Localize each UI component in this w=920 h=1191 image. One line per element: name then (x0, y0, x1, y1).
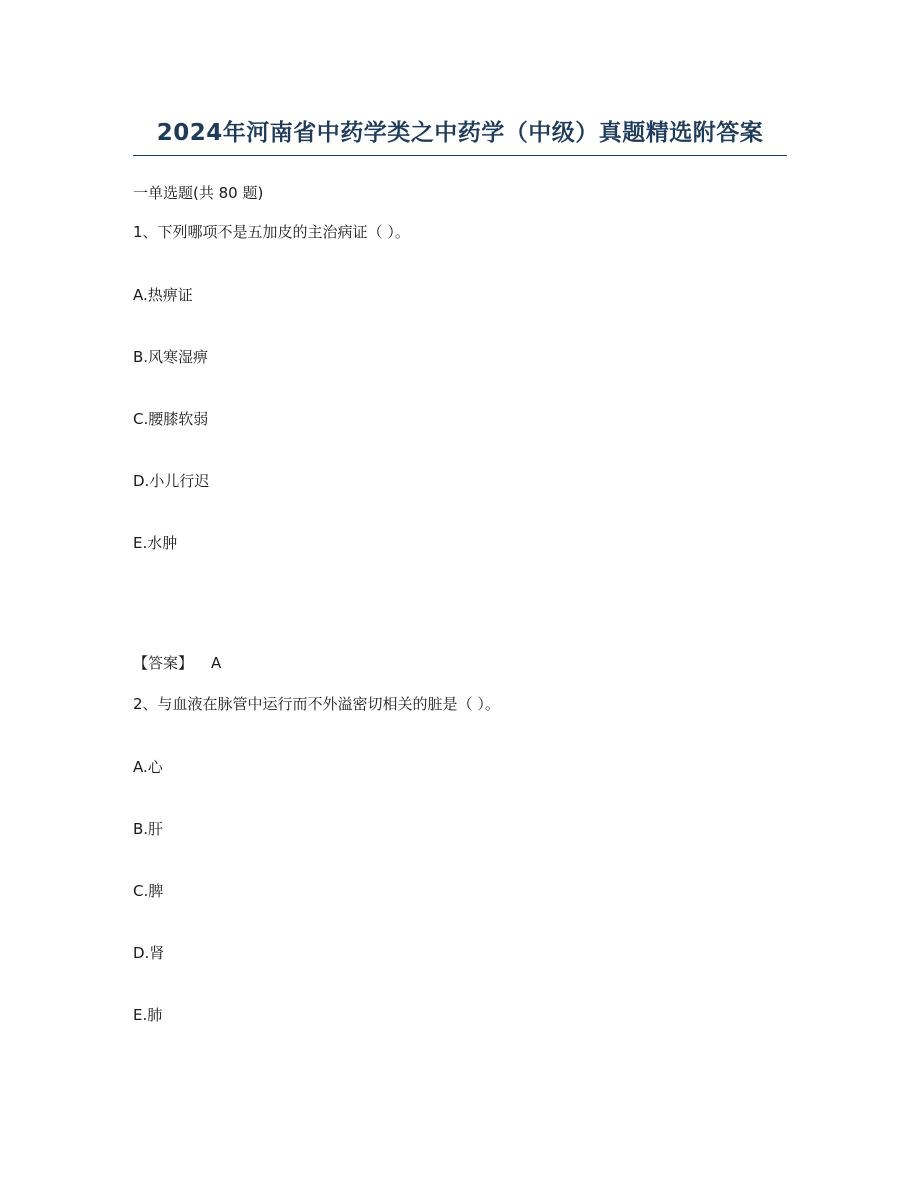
title-divider (133, 155, 787, 156)
question-1-stem: 1、下列哪项不是五加皮的主治病证（ ）。 (133, 223, 410, 241)
section-heading: 一单选题(共 80 题) (133, 184, 264, 202)
question-2-stem: 2、与血液在脉管中运行而不外溢密切相关的脏是（ ）。 (133, 695, 500, 713)
question-1-option-e: E.水肿 (133, 534, 178, 552)
question-1-option-c: C.腰膝软弱 (133, 410, 209, 428)
question-2-option-b: B.肝 (133, 820, 164, 838)
question-1-option-a: A.热痹证 (133, 286, 193, 304)
document-title: 2024年河南省中药学类之中药学（中级）真题精选附答案 (156, 120, 764, 146)
answer-value: A (211, 654, 222, 672)
question-2-option-a: A.心 (133, 758, 163, 776)
answer-label: 【答案】 (133, 654, 194, 672)
question-2-option-c: C.脾 (133, 882, 164, 900)
question-1-option-d: D.小儿行迟 (133, 472, 210, 490)
question-2-option-e: E.肺 (133, 1006, 163, 1024)
question-2-option-d: D.肾 (133, 944, 165, 962)
question-1-answer (133, 652, 221, 673)
question-1-option-b: B.风寒湿痹 (133, 348, 209, 366)
